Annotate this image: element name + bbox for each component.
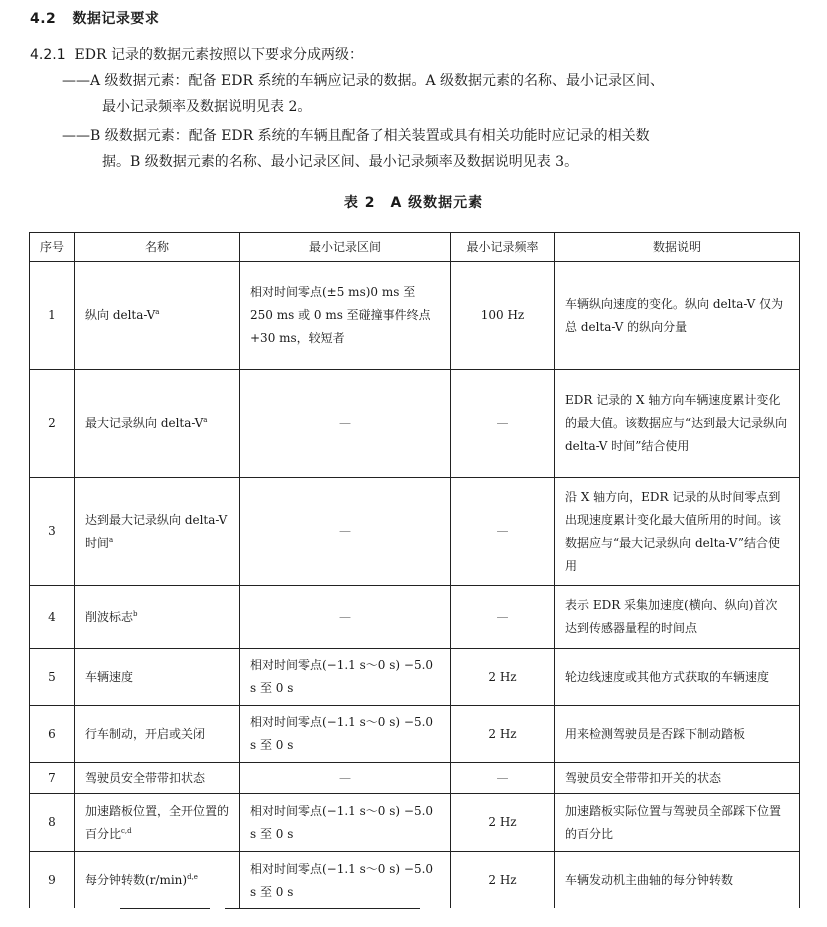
table-row xyxy=(30,586,800,649)
table-row xyxy=(30,852,800,910)
cell-no: 7 xyxy=(30,763,75,794)
cell-interval: 相对时间零点(−1.1 s～0 s) −5.0 s 至 0 s xyxy=(240,649,451,706)
table-header-row xyxy=(30,233,800,262)
table-caption: 表 2 A 级数据元素 xyxy=(343,195,484,211)
header-frequency: 最小记录频率 xyxy=(451,233,555,262)
header-name: 名称 xyxy=(75,233,240,262)
header-no: 序号 xyxy=(30,233,75,262)
clause-intro xyxy=(30,43,363,67)
cell-frequency: — xyxy=(451,586,555,649)
cell-interval: 相对时间零点(−1.1 s～0 s) −5.0 s 至 0 s xyxy=(240,794,451,852)
cell-no: 1 xyxy=(30,262,75,370)
item-a-line1: ——A 级数据元素：配备 EDR 系统的车辆应记录的数据。A 级数据元素的名称、最小记录区间、 xyxy=(62,73,665,89)
cell-name xyxy=(75,370,240,478)
header-interval: 最小记录区间 xyxy=(240,233,451,262)
cell-frequency: — xyxy=(451,370,555,478)
cell-interval: — xyxy=(240,763,451,794)
name-text: 纵向 delta-V xyxy=(85,308,156,322)
cell-no: 2 xyxy=(30,370,75,478)
cell-name xyxy=(75,852,240,910)
cell-frequency: 2 Hz xyxy=(451,706,555,763)
cell-description: 车辆纵向速度的变化。纵向 delta-V 仅为总 delta-V 的纵向分量 xyxy=(555,262,800,370)
cell-frequency: 2 Hz xyxy=(451,852,555,910)
cell-frequency: — xyxy=(451,478,555,586)
name-text: 每分钟转数(r/min) xyxy=(85,873,188,887)
name-text: 驾驶员安全带带扣状态 xyxy=(85,770,206,785)
page-cutoff xyxy=(0,908,827,927)
cell-description: 用来检测驾驶员是否踩下制动踏板 xyxy=(555,706,800,763)
table-row xyxy=(30,370,800,478)
item-b-line1: ——B 级数据元素：配备 EDR 系统的车辆且配备了相关装置或具有相关功能时应记录的相关数 xyxy=(62,128,650,144)
cell-name xyxy=(75,794,240,852)
cell-interval: — xyxy=(240,370,451,478)
clause-number: 4.2.1 xyxy=(30,47,66,63)
table-row xyxy=(30,478,800,586)
cell-interval: — xyxy=(240,586,451,649)
cell-name xyxy=(75,478,240,586)
section-title: 数据记录要求 xyxy=(72,11,160,27)
cell-frequency: 100 Hz xyxy=(451,262,555,370)
name-text: 削波标志 xyxy=(85,609,134,624)
cell-no: 5 xyxy=(30,649,75,706)
cell-name xyxy=(75,706,240,763)
table-row xyxy=(30,706,800,763)
footnote-mark: d,e xyxy=(187,873,198,881)
name-text: 车辆速度 xyxy=(85,669,134,684)
cell-name xyxy=(75,586,240,649)
footnote-mark: a xyxy=(203,416,208,424)
item-a-line2: 最小记录频率及数据说明见表 2。 xyxy=(102,99,312,115)
cell-description: 车辆发动机主曲轴的每分钟转数 xyxy=(555,852,800,910)
header-description: 数据说明 xyxy=(555,233,800,262)
cell-interval: 相对时间零点(±5 ms)0 ms 至 250 ms 或 0 ms 至碰撞事件终点+30 ms，较短者 xyxy=(240,262,451,370)
cell-frequency: 2 Hz xyxy=(451,649,555,706)
cell-interval: 相对时间零点(−1.1 s～0 s) −5.0 s 至 0 s xyxy=(240,852,451,910)
cell-frequency: — xyxy=(451,763,555,794)
table-row xyxy=(30,649,800,706)
footnote-mark: a xyxy=(155,308,160,316)
name-text: 加速踏板位置，全开位置的百分比 xyxy=(85,803,230,841)
cell-no: 6 xyxy=(30,706,75,763)
cell-interval: — xyxy=(240,478,451,586)
cell-no: 4 xyxy=(30,586,75,649)
cell-description: 加速踏板实际位置与驾驶员全部踩下位置的百分比 xyxy=(555,794,800,852)
table-row xyxy=(30,763,800,794)
cell-no: 8 xyxy=(30,794,75,852)
section-number: 4.2 xyxy=(30,11,57,27)
table-row xyxy=(30,794,800,852)
clause-intro-text: EDR 记录的数据元素按照以下要求分成两级： xyxy=(74,47,363,63)
cell-description: 轮边线速度或其他方式获取的车辆速度 xyxy=(555,649,800,706)
cell-description: EDR 记录的 X 轴方向车辆速度累计变化的最大值。该数据应与“达到最大记录纵向 delta-V 时间”结合使用 xyxy=(555,370,800,478)
data-elements-table xyxy=(29,232,800,910)
name-text: 行车制动，开启或关闭 xyxy=(85,726,206,741)
cell-description: 沿 X 轴方向，EDR 记录的从时间零点到出现速度累计变化最大值所用的时间。该数据应与“最大记录纵向 delta-V”结合使用 xyxy=(555,478,800,586)
cell-interval: 相对时间零点(−1.1 s～0 s) −5.0 s 至 0 s xyxy=(240,706,451,763)
footnote-mark: b xyxy=(133,609,138,618)
partial-border xyxy=(120,908,210,909)
cell-description: 表示 EDR 采集加速度(横向、纵向)首次达到传感器量程的时间点 xyxy=(555,586,800,649)
cell-frequency: 2 Hz xyxy=(451,794,555,852)
cell-name xyxy=(75,262,240,370)
name-text: 达到最大记录纵向 delta-V 时间 xyxy=(85,512,228,550)
name-text: 最大记录纵向 delta-V xyxy=(85,416,204,430)
cell-name xyxy=(75,649,240,706)
cell-no: 9 xyxy=(30,852,75,910)
table-row xyxy=(30,262,800,370)
footnote-mark: c,d xyxy=(121,826,132,835)
cell-no: 3 xyxy=(30,478,75,586)
section-heading xyxy=(30,8,159,28)
footnote-mark: a xyxy=(109,535,114,544)
cell-description: 驾驶员安全带带扣开关的状态 xyxy=(555,763,800,794)
partial-border xyxy=(225,908,420,909)
cell-name xyxy=(75,763,240,794)
item-b-line2: 据。B 级数据元素的名称、最小记录区间、最小记录频率及数据说明见表 3。 xyxy=(102,154,579,170)
